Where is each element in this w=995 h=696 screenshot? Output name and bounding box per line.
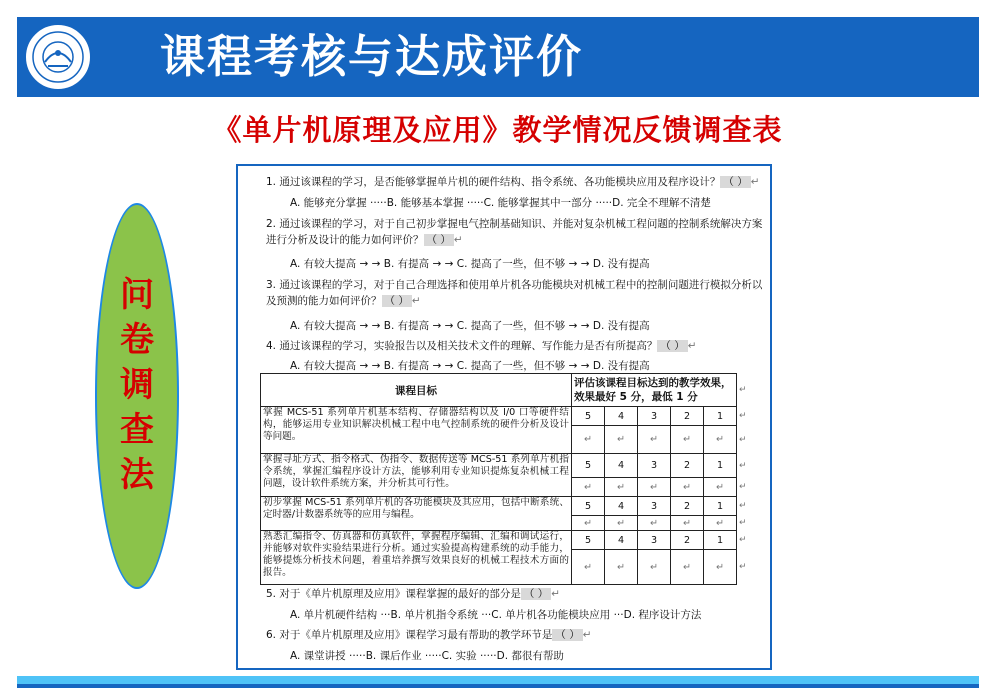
score-cell[interactable]: ↵ [638,478,671,497]
score-5: 5 [572,407,605,426]
score-4: 4 [605,454,638,478]
score-5: 5 [572,497,605,516]
score-3: 3 [638,531,671,550]
question-4: 4. 通过该课程的学习，实验报告以及相关技术文件的理解、写作能力是否有所提高？ （ ） ↵ [266,340,697,352]
method-label-oval [95,203,179,589]
score-cell[interactable]: ↵ [704,426,737,454]
footer-bar-dark [17,684,979,688]
score-cell[interactable]: ↵ [572,478,605,497]
page-title: 课程考核与达成评价 [160,30,584,83]
evaluation-table [260,373,750,585]
score-cell[interactable]: ↵ [605,478,638,497]
score-2: 2 [671,407,704,426]
question-3-options: A. 有较大提高 → → B. 有提高 → → C. 提高了一些，但不够 → → D. 没有提高 [290,320,650,332]
goal-text: 熟悉汇编指令、仿真器和仿真软件，掌握程序编辑、汇编和调试运行，并能够对软件实验结果进行分析。通过实验提高构建系统的动手能力，能够提炼分析技术问题，着重培养撰写效果良好的机械工程技术方面的报告。 [261,531,572,585]
score-4: 4 [605,407,638,426]
question-2-options: A. 有较大提高 → → B. 有提高 → → C. 提高了一些，但不够 → → D. 没有提高 [290,258,650,270]
question-6-options: A. 课堂讲授 ·····B. 课后作业 ·····C. 实验 ·····D. 都很有帮助 [290,650,564,662]
question-4-options: A. 有较大提高 → → B. 有提高 → → C. 提高了一些，但不够 → → D. 没有提高 [290,360,650,372]
score-cell[interactable]: ↵ [638,516,671,531]
school-emblem-icon [23,22,93,92]
score-cell[interactable]: ↵ [638,426,671,454]
score-cell[interactable]: ↵ [572,550,605,585]
score-3: 3 [638,454,671,478]
score-3: 3 [638,497,671,516]
score-cell[interactable]: ↵ [605,516,638,531]
score-cell[interactable]: ↵ [671,426,704,454]
answer-blank[interactable]: （ ） [720,176,750,188]
score-4: 4 [605,531,638,550]
answer-blank[interactable]: （ ） [382,295,412,307]
score-5: 5 [572,454,605,478]
score-cell[interactable]: ↵ [605,550,638,585]
score-2: 2 [671,497,704,516]
score-1: 1 [704,454,737,478]
score-4: 4 [605,497,638,516]
score-1: 1 [704,497,737,516]
footer-bar [17,676,979,684]
score-cell[interactable]: ↵ [671,516,704,531]
question-5-options: A. 单片机硬件结构 ···B. 单片机指令系统 ···C. 单片机各功能模块应用 ···D. 程序设计方法 [290,609,702,621]
table-row: ↵ ↵ ↵ ↵ ↵ ↵ [261,478,750,497]
question-5: 5. 对于《单片机原理及应用》课程掌握的最好的部分是 （ ） ↵ [266,588,561,600]
header-banner [17,17,979,97]
question-1-options: A. 能够充分掌握 ·····B. 能够基本掌握 ·····C. 能够掌握其中一部分 ·····D. 完全不理解不清楚 [290,197,711,209]
question-3: 3. 通过该课程的学习，对于自己合理选择和使用单片机各功能模块对机械工程中的控制问题进行模拟分析以及预测的能力如何评价？ （ ） ↵ [266,279,763,307]
table-row: 初步掌握 MCS-51 系列单片机的各功能模块及其应用，包括中断系统、定时器/计数器系统等的应用与编程。 5 4 3 2 1 ↵ [261,497,750,516]
question-6: 6. 对于《单片机原理及应用》课程学习最有帮助的教学环节是 （ ） ↵ [266,629,592,641]
score-cell[interactable]: ↵ [671,478,704,497]
goal-text: 初步掌握 MCS-51 系列单片机的各功能模块及其应用，包括中断系统、定时器/计数器系统等的应用与编程。 [261,497,572,531]
question-1: 1. 通过该课程的学习，是否能够掌握单片机的硬件结构、指令系统、各功能模块应用及程序设计？ （ ） ↵ [266,176,760,188]
survey-document [236,164,772,670]
score-cell[interactable]: ↵ [704,516,737,531]
score-cell[interactable]: ↵ [671,550,704,585]
score-cell[interactable]: ↵ [704,550,737,585]
score-cell[interactable]: ↵ [572,426,605,454]
answer-blank[interactable]: （ ） [552,629,582,641]
table-row: ↵ ↵ ↵ ↵ ↵ ↵ [261,426,750,454]
header-goal: 课程目标 [261,374,572,407]
score-2: 2 [671,454,704,478]
score-1: 1 [704,531,737,550]
answer-blank[interactable]: （ ） [424,234,454,246]
method-label: 问 卷 调 查 法 [120,275,154,495]
score-cell[interactable]: ↵ [572,516,605,531]
score-1: 1 [704,407,737,426]
score-cell[interactable]: ↵ [638,550,671,585]
survey-title: 《单片机原理及应用》教学情况反馈调查表 [212,113,783,147]
score-5: 5 [572,531,605,550]
score-cell[interactable]: ↵ [704,478,737,497]
score-3: 3 [638,407,671,426]
score-cell[interactable]: ↵ [605,426,638,454]
table-row: 掌握寻址方式、指令格式、伪指令、数据传送等 MCS-51 系列单片机指令系统，掌握汇编程序设计方法，能够利用专业知识提炼复杂机械工程问题，设计软件系统方案，并分析其可行性。 5 4 3 2 1 ↵ [261,454,750,478]
table-row: ↵ ↵ ↵ ↵ ↵ ↵ [261,550,750,585]
answer-blank[interactable]: （ ） [657,340,687,352]
goal-text: 掌握 MCS-51 系列单片机基本结构、存储器结构以及 I/0 口等硬件结构，能够运用专业知识解决机械工程中电气控制系统的硬件分析及设计等问题。 [261,407,572,454]
answer-blank[interactable]: （ ） [521,588,551,600]
table-header-row: 课程目标 评估该课程目标达到的教学效果，效果最好 5 分，最低 1 分 ↵ [261,374,750,407]
table-row: 掌握 MCS-51 系列单片机基本结构、存储器结构以及 I/0 口等硬件结构，能够运用专业知识解决机械工程中电气控制系统的硬件分析及设计等问题。 5 4 3 2 1 ↵ [261,407,750,426]
question-2: 2. 通过该课程的学习，对于自己初步掌握电气控制基础知识、并能对复杂机械工程问题的控制系统解决方案进行分析及设计的能力如何评价？ （ ） ↵ [266,218,763,246]
score-2: 2 [671,531,704,550]
goal-text: 掌握寻址方式、指令格式、伪指令、数据传送等 MCS-51 系列单片机指令系统，掌握汇编程序设计方法，能够利用专业知识提炼复杂机械工程问题，设计软件系统方案，并分析其可行性。 [261,454,572,497]
table-row: 熟悉汇编指令、仿真器和仿真软件，掌握程序编辑、汇编和调试运行，并能够对软件实验结果进行分析。通过实验提高构建系统的动手能力，能够提炼分析技术问题，着重培养撰写效果良好的机械工程技术方面的报告。 5 4 3 2 1 ↵ [261,531,750,550]
table-row: ↵ ↵ ↵ ↵ ↵ ↵ [261,516,750,531]
header-eval: 评估该课程目标达到的教学效果，效果最好 5 分，最低 1 分 [572,374,737,407]
